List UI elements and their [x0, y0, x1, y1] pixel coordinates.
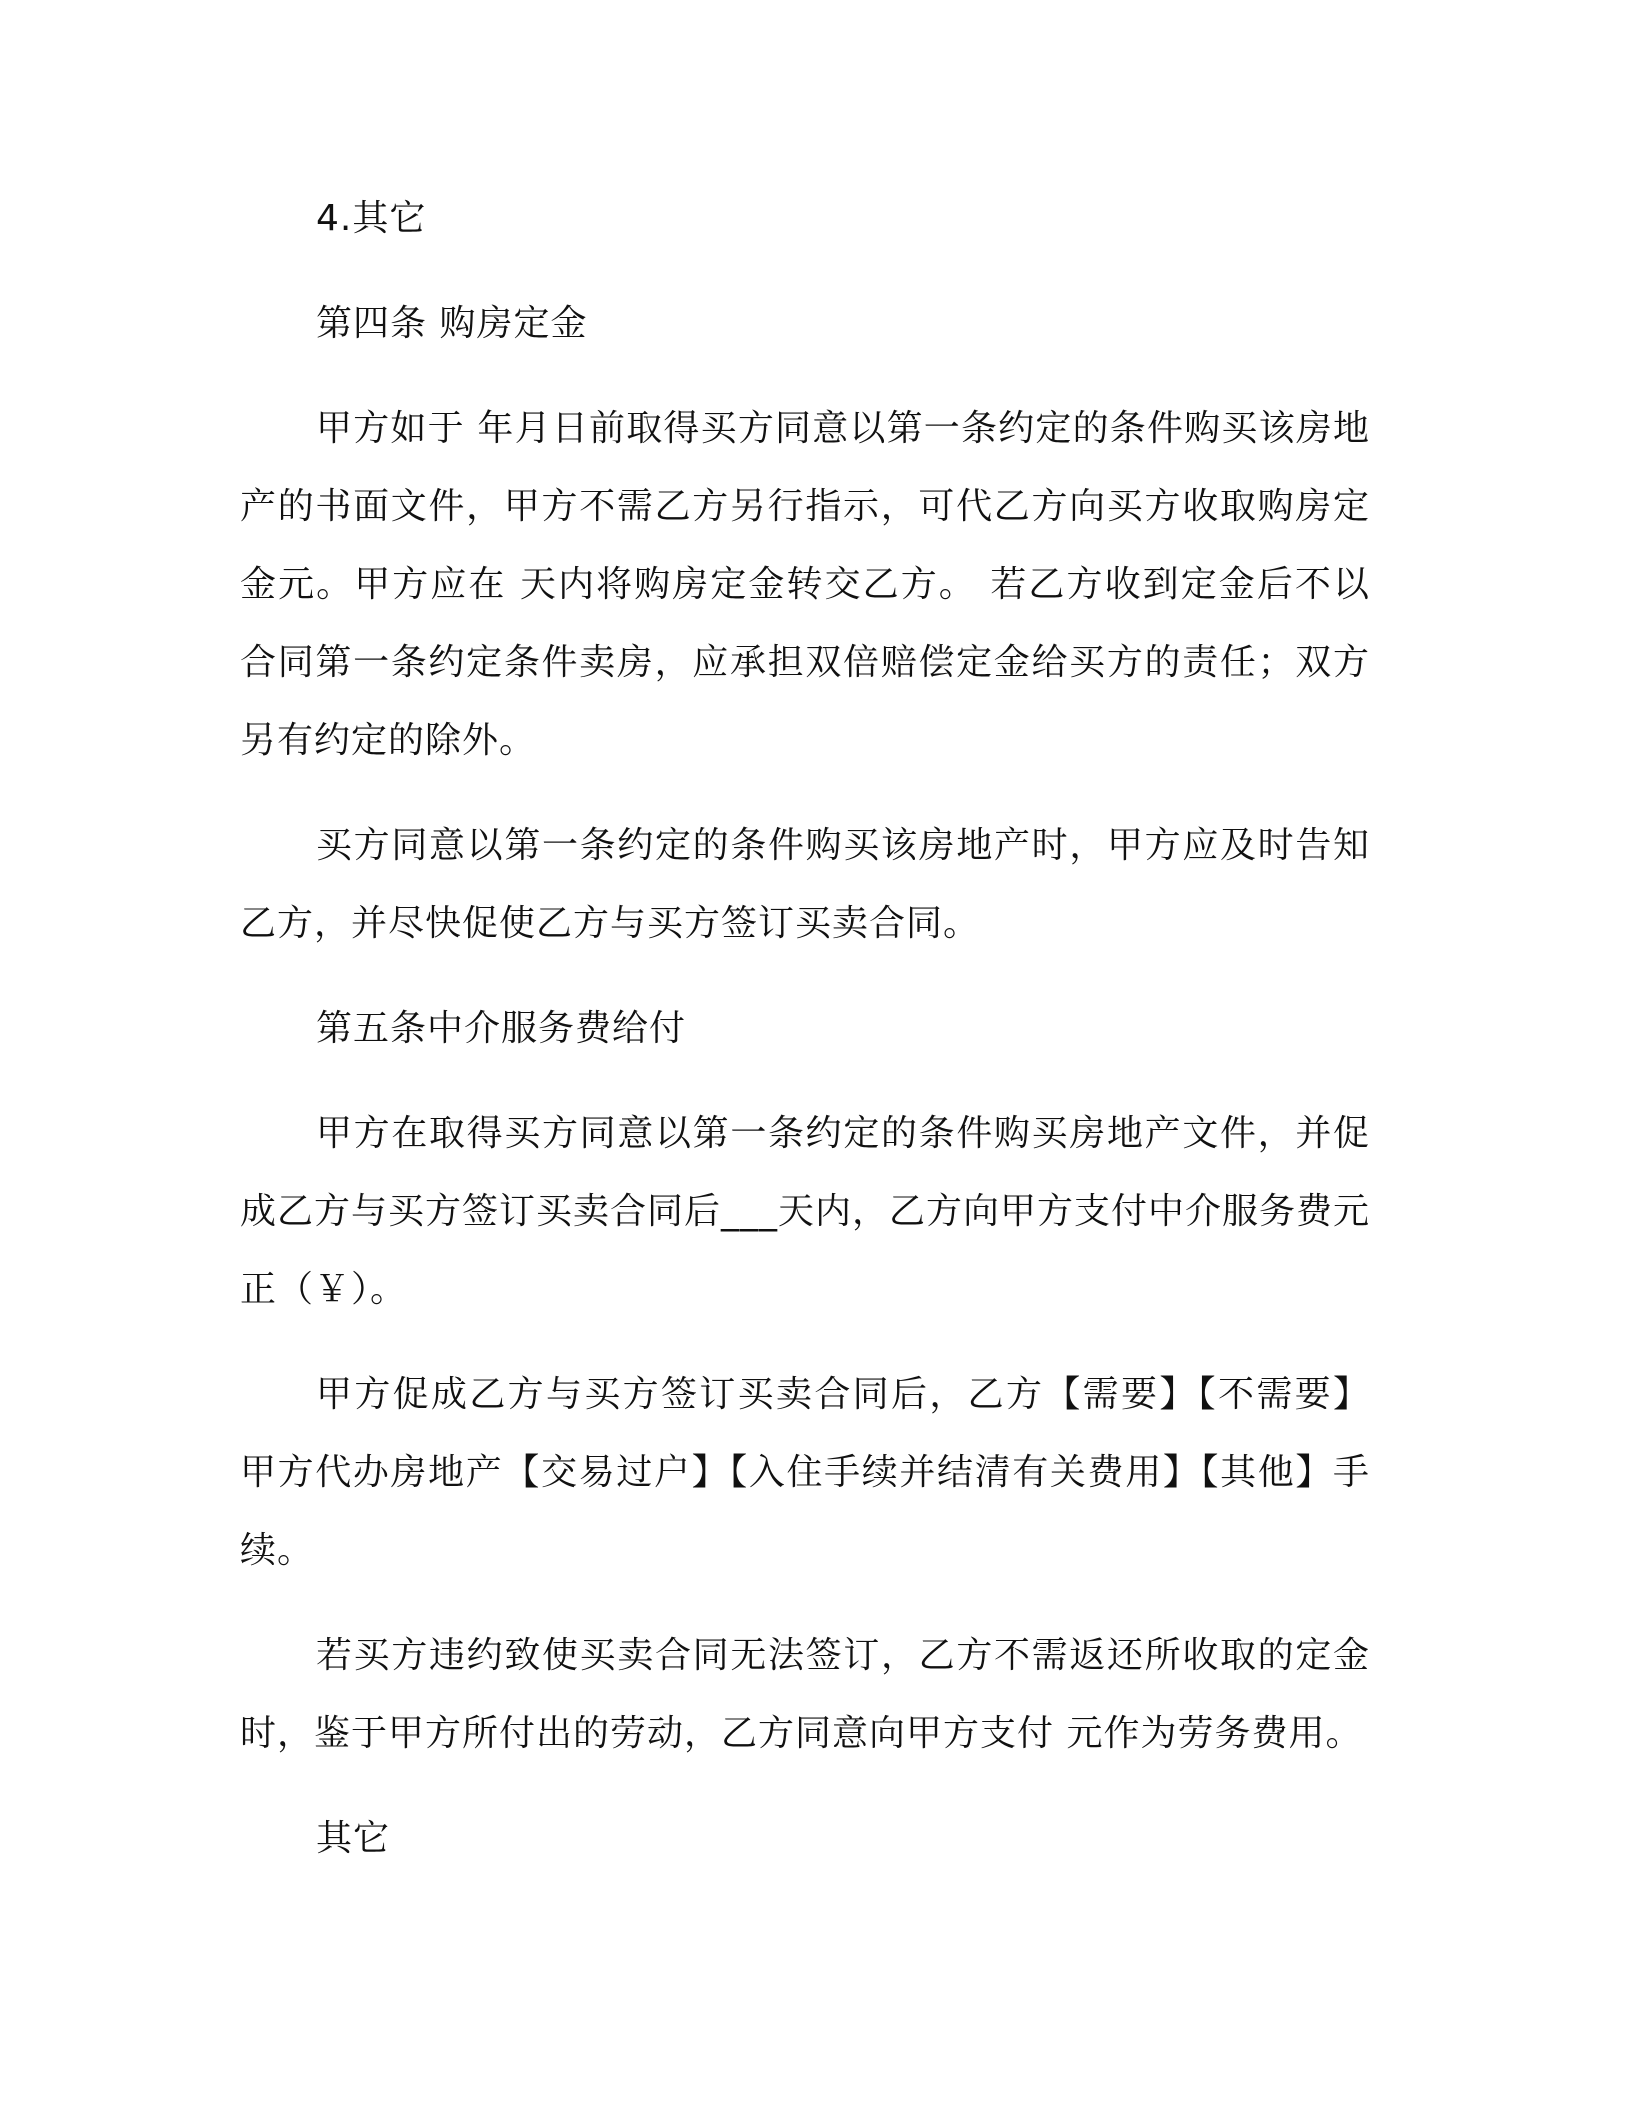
article-4-paragraph-1: 甲方如于 年月日前取得买方同意以第一条约定的条件购买该房地产的书面文件，甲方不需乙方另行指示，可代乙方向买方收取购房定金元。甲方应在 天内将购房定金转交乙方。 若乙方收到定金后不以合同第一条约定条件卖房，应承担双倍赔偿定金给买方的责任；双方另有约定的除外。: [240, 408, 1370, 761]
article-5-paragraph-1: 甲方在取得买方同意以第一条约定的条件购买房地产文件，并促成乙方与买方签订买卖合同后___天内，乙方向甲方支付中介服务费元正（￥）。: [240, 1113, 1371, 1310]
article-4-heading: 第四条 购房定金: [316, 303, 588, 344]
article-5-heading: 第五条中介服务费给付: [316, 1008, 687, 1049]
article-4-paragraph-2: 买方同意以第一条约定的条件购买该房地产时，甲方应及时告知乙方，并尽快促使乙方与买方签订买卖合同。: [240, 825, 1370, 944]
document-body: [240, 180, 1370, 1905]
section-heading-other-2: 其它: [316, 1818, 391, 1859]
article-5-paragraph-2: 甲方促成乙方与买方签订买卖合同后，乙方【需要】【不需要】甲方代办房地产【交易过户】【入住手续并结清有关费用】【其他】手续。: [240, 1374, 1370, 1571]
section-heading-other: 4.其它: [316, 198, 427, 239]
article-5-paragraph-3: 若买方违约致使买卖合同无法签订，乙方不需返还所收取的定金时，鉴于甲方所付出的劳动，乙方同意向甲方支付 元作为劳务费用。: [240, 1635, 1370, 1754]
